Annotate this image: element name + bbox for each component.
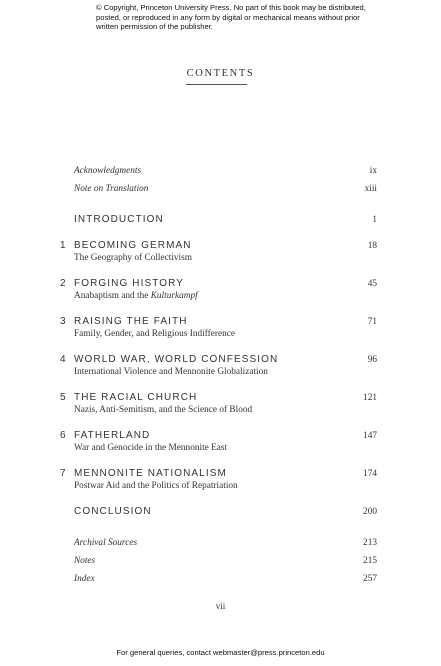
chapter-subtitle (74, 291, 198, 301)
toc-entry-page: 71 (367, 317, 377, 327)
toc-entry-page: 96 (367, 355, 377, 365)
toc-entry-page: xiii (364, 184, 377, 194)
toc-entry-page: 200 (363, 507, 377, 517)
chapter-title: WORLD WAR, WORLD CONFESSION (74, 354, 279, 365)
chapter-title: THE RACIAL CHURCH (74, 392, 198, 403)
contents-heading: CONTENTS (186, 68, 255, 79)
toc-entry-title: Archival Sources (74, 538, 138, 548)
chapter-title: FORGING HISTORY (74, 278, 185, 289)
toc-entry-title: INTRODUCTION (74, 214, 164, 225)
toc-entry-page: 18 (367, 241, 377, 251)
toc-entry-page: 257 (363, 574, 377, 584)
toc-entry-page: 147 (363, 431, 377, 441)
toc-entry-page: ix (369, 166, 377, 176)
chapter-number: 6 (60, 430, 66, 441)
toc-entry-page: 174 (363, 469, 377, 479)
chapter-subtitle: War and Genocide in the Mennonite East (74, 443, 228, 453)
toc-entry-title: Index (74, 574, 95, 584)
chapter-title: BECOMING GERMAN (74, 240, 192, 251)
chapter-subtitle: The Geography of Collectivism (74, 253, 192, 263)
chapter-subtitle: Family, Gender, and Religious Indifference (74, 329, 235, 339)
toc-entry-title: Note on Translation (74, 184, 149, 194)
chapter-number: 3 (60, 316, 66, 327)
chapter-number: 7 (60, 468, 66, 479)
chapter-subtitle: International Violence and Mennonite Globalization (74, 367, 268, 377)
toc-entry-page: 1 (372, 215, 377, 225)
toc-entry-page: 213 (363, 538, 377, 548)
toc-entry-title: CONCLUSION (74, 506, 152, 517)
chapter-number: 5 (60, 392, 66, 403)
chapter-subtitle: Postwar Aid and the Politics of Repatriation (74, 481, 238, 491)
chapter-number: 1 (60, 240, 66, 251)
chapter-subtitle-text: Anabaptism and the (74, 291, 151, 301)
chapter-subtitle: Nazis, Anti-Semitism, and the Science of Blood (74, 405, 253, 415)
toc-entry-title: Notes (74, 556, 96, 566)
page-number: vii (215, 601, 226, 611)
toc-entry-page: 121 (363, 393, 377, 403)
chapter-number: 4 (60, 354, 66, 365)
copyright-notice: © Copyright, Princeton University Press. No part of this book may be distributed, posted, or reproduced in any form by digital or mechanical means without prior written permission of the publisher. (96, 3, 366, 32)
chapter-subtitle-emphasis: Kulturkampf (150, 291, 198, 301)
chapter-number: 2 (60, 278, 66, 289)
toc-entry-page: 215 (363, 556, 377, 566)
chapter-title: RAISING THE FAITH (74, 316, 188, 327)
toc-entry-page: 45 (367, 279, 377, 289)
toc-entry-title: Acknowledgments (74, 166, 142, 176)
chapter-title: FATHERLAND (74, 430, 151, 441)
footer-contact: For general queries, contact webmaster@press.princeton.edu (116, 648, 325, 657)
chapter-title: MENNONITE NATIONALISM (74, 468, 227, 479)
